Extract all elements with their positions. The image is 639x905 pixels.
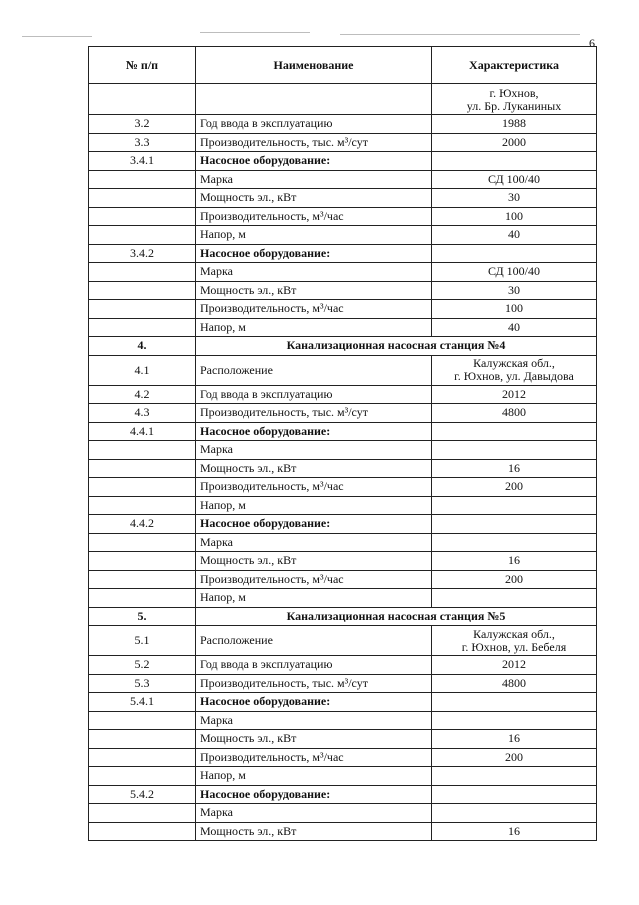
- name-cell: Год ввода в эксплуатацию: [196, 115, 432, 134]
- characteristic-line: г. Юхнов, ул. Бебеля: [461, 639, 567, 654]
- characteristic-cell: 2000: [432, 133, 597, 152]
- number-cell: 4.3: [89, 404, 196, 423]
- characteristic-cell: 4800: [432, 404, 597, 423]
- characteristic-line: Калужская обл.,: [473, 626, 555, 641]
- table-row: [89, 730, 597, 749]
- equipment-header-row: [89, 515, 597, 534]
- name-cell: Насосное оборудование:: [196, 422, 432, 441]
- table-row: [89, 626, 597, 656]
- number-cell: 5.4.2: [89, 785, 196, 804]
- name-cell: Производительность, м³/час: [196, 478, 432, 497]
- name-cell: Мощность эл., кВт: [196, 281, 432, 300]
- characteristic-cell: 2012: [432, 656, 597, 675]
- scan-artifact-line: [340, 34, 580, 35]
- table-row: [89, 226, 597, 245]
- characteristic-cell: 30: [432, 189, 597, 208]
- characteristic-cell: [432, 441, 597, 460]
- table-row: [89, 207, 597, 226]
- characteristic-cell: 40: [432, 226, 597, 245]
- table-row: [89, 656, 597, 675]
- name-cell: Насосное оборудование:: [196, 785, 432, 804]
- table-row: [89, 459, 597, 478]
- number-cell: [89, 748, 196, 767]
- table-row: [89, 170, 597, 189]
- name-cell: Насосное оборудование:: [196, 152, 432, 171]
- number-cell: [89, 263, 196, 282]
- table-row: [89, 674, 597, 693]
- name-cell: Марка: [196, 804, 432, 823]
- name-cell: Расположение: [196, 355, 432, 385]
- name-cell: Производительность, тыс. м³/сут: [196, 133, 432, 152]
- characteristic-cell: 16: [432, 822, 597, 841]
- characteristic-cell: 100: [432, 300, 597, 319]
- number-cell: [89, 318, 196, 337]
- characteristic-cell: [432, 693, 597, 712]
- number-cell: [89, 804, 196, 823]
- name-cell: Мощность эл., кВт: [196, 822, 432, 841]
- characteristic-cell: 4800: [432, 674, 597, 693]
- number-cell: [89, 767, 196, 786]
- table-row: [89, 385, 597, 404]
- number-cell: [89, 441, 196, 460]
- table-row: [89, 478, 597, 497]
- table-row: [89, 300, 597, 319]
- number-cell: [89, 170, 196, 189]
- name-cell: Производительность, м³/час: [196, 748, 432, 767]
- number-cell: [89, 552, 196, 571]
- number-cell: [89, 730, 196, 749]
- specification-table: [88, 46, 597, 841]
- table-row: [89, 318, 597, 337]
- name-cell: [196, 84, 432, 115]
- characteristic-cell: 16: [432, 730, 597, 749]
- number-cell: 5.3: [89, 674, 196, 693]
- number-cell: [89, 281, 196, 300]
- table-row: [89, 767, 597, 786]
- number-cell: 4.4.1: [89, 422, 196, 441]
- characteristic-cell: [432, 152, 597, 171]
- name-cell: Производительность, тыс. м³/сут: [196, 674, 432, 693]
- section-row: [89, 337, 597, 356]
- table-row: [89, 355, 597, 385]
- scan-artifact-line: [200, 32, 310, 33]
- name-cell: Год ввода в эксплуатацию: [196, 656, 432, 675]
- name-cell: Производительность, тыс. м³/сут: [196, 404, 432, 423]
- header-cell-name: Наименование: [196, 47, 432, 84]
- characteristic-cell: [432, 533, 597, 552]
- name-cell: Год ввода в эксплуатацию: [196, 385, 432, 404]
- characteristic-line: г. Юхнов,: [489, 86, 539, 100]
- equipment-header-row: [89, 693, 597, 712]
- number-cell: [89, 570, 196, 589]
- characteristic-cell: 16: [432, 552, 597, 571]
- characteristic-cell: [432, 422, 597, 441]
- characteristic-cell: 200: [432, 748, 597, 767]
- name-cell: Производительность, м³/час: [196, 207, 432, 226]
- number-cell: 3.3: [89, 133, 196, 152]
- number-cell: 3.4.1: [89, 152, 196, 171]
- characteristic-cell: [432, 515, 597, 534]
- characteristic-cell: 200: [432, 570, 597, 589]
- table-row: [89, 711, 597, 730]
- table-row: [89, 552, 597, 571]
- characteristic-cell: 16: [432, 459, 597, 478]
- section-number-cell: 4.: [89, 337, 196, 356]
- header-cell-characteristic: Характеристика: [432, 47, 597, 84]
- section-title-cell: Канализационная насосная станция №5: [196, 607, 597, 626]
- table-row: [89, 804, 597, 823]
- number-cell: [89, 711, 196, 730]
- characteristic-cell: 100: [432, 207, 597, 226]
- number-cell: [89, 207, 196, 226]
- table-header-row: [89, 47, 597, 84]
- name-cell: Марка: [196, 170, 432, 189]
- name-cell: Мощность эл., кВт: [196, 459, 432, 478]
- scan-artifact-line: [22, 36, 92, 37]
- name-cell: Мощность эл., кВт: [196, 552, 432, 571]
- table-row: [89, 822, 597, 841]
- table-row: [89, 263, 597, 282]
- characteristic-cell: СД 100/40: [432, 263, 597, 282]
- characteristic-cell: [432, 626, 597, 656]
- name-cell: Марка: [196, 711, 432, 730]
- characteristic-line: Калужская обл.,: [473, 356, 555, 370]
- name-cell: Мощность эл., кВт: [196, 730, 432, 749]
- table-row: [89, 570, 597, 589]
- section-number-cell: 5.: [89, 607, 196, 626]
- table-row: [89, 748, 597, 767]
- number-cell: 4.2: [89, 385, 196, 404]
- name-cell: Напор, м: [196, 226, 432, 245]
- characteristic-line: г. Юхнов, ул. Давыдова: [454, 369, 574, 383]
- number-cell: [89, 496, 196, 515]
- equipment-header-row: [89, 785, 597, 804]
- table-row: [89, 533, 597, 552]
- characteristic-cell: СД 100/40: [432, 170, 597, 189]
- number-cell: [89, 189, 196, 208]
- equipment-header-row: [89, 244, 597, 263]
- number-cell: [89, 822, 196, 841]
- name-cell: Производительность, м³/час: [196, 300, 432, 319]
- page-number: 6: [589, 36, 595, 50]
- characteristic-cell: [432, 496, 597, 515]
- characteristic-cell: [432, 785, 597, 804]
- table-row: [89, 84, 597, 115]
- name-cell: Марка: [196, 533, 432, 552]
- number-cell: [89, 459, 196, 478]
- number-cell: 3.4.2: [89, 244, 196, 263]
- table-row: [89, 115, 597, 134]
- characteristic-cell: [432, 244, 597, 263]
- characteristic-line: ул. Бр. Луканиных: [466, 99, 562, 113]
- name-cell: Напор, м: [196, 496, 432, 515]
- equipment-header-row: [89, 152, 597, 171]
- characteristic-cell: 1988: [432, 115, 597, 134]
- name-cell: Напор, м: [196, 589, 432, 608]
- characteristic-cell: 40: [432, 318, 597, 337]
- table-row: [89, 496, 597, 515]
- name-cell: Насосное оборудование:: [196, 515, 432, 534]
- number-cell: [89, 478, 196, 497]
- number-cell: [89, 300, 196, 319]
- name-cell: Напор, м: [196, 318, 432, 337]
- section-title-cell: Канализационная насосная станция №4: [196, 337, 597, 356]
- table-row: [89, 133, 597, 152]
- name-cell: Насосное оборудование:: [196, 693, 432, 712]
- number-cell: [89, 589, 196, 608]
- number-cell: 5.1: [89, 626, 196, 656]
- number-cell: [89, 533, 196, 552]
- characteristic-cell: [432, 355, 597, 385]
- characteristic-cell: [432, 84, 597, 115]
- characteristic-cell: [432, 589, 597, 608]
- number-cell: 4.1: [89, 355, 196, 385]
- number-cell: 5.4.1: [89, 693, 196, 712]
- name-cell: Мощность эл., кВт: [196, 189, 432, 208]
- number-cell: [89, 226, 196, 245]
- table-row: [89, 441, 597, 460]
- characteristic-cell: [432, 767, 597, 786]
- characteristic-cell: [432, 711, 597, 730]
- number-cell: 3.2: [89, 115, 196, 134]
- characteristic-cell: 200: [432, 478, 597, 497]
- characteristic-cell: 2012: [432, 385, 597, 404]
- name-cell: Производительность, м³/час: [196, 570, 432, 589]
- name-cell: Насосное оборудование:: [196, 244, 432, 263]
- name-cell: Напор, м: [196, 767, 432, 786]
- name-cell: Марка: [196, 263, 432, 282]
- section-row: [89, 607, 597, 626]
- table-row: [89, 404, 597, 423]
- number-cell: 4.4.2: [89, 515, 196, 534]
- name-cell: Марка: [196, 441, 432, 460]
- table-row: [89, 189, 597, 208]
- number-cell: 5.2: [89, 656, 196, 675]
- table-row: [89, 589, 597, 608]
- name-cell: Расположение: [196, 626, 432, 656]
- number-cell: [89, 84, 196, 115]
- equipment-header-row: [89, 422, 597, 441]
- characteristic-cell: [432, 804, 597, 823]
- header-cell-number: № п/п: [89, 47, 196, 84]
- table-row: [89, 281, 597, 300]
- characteristic-cell: 30: [432, 281, 597, 300]
